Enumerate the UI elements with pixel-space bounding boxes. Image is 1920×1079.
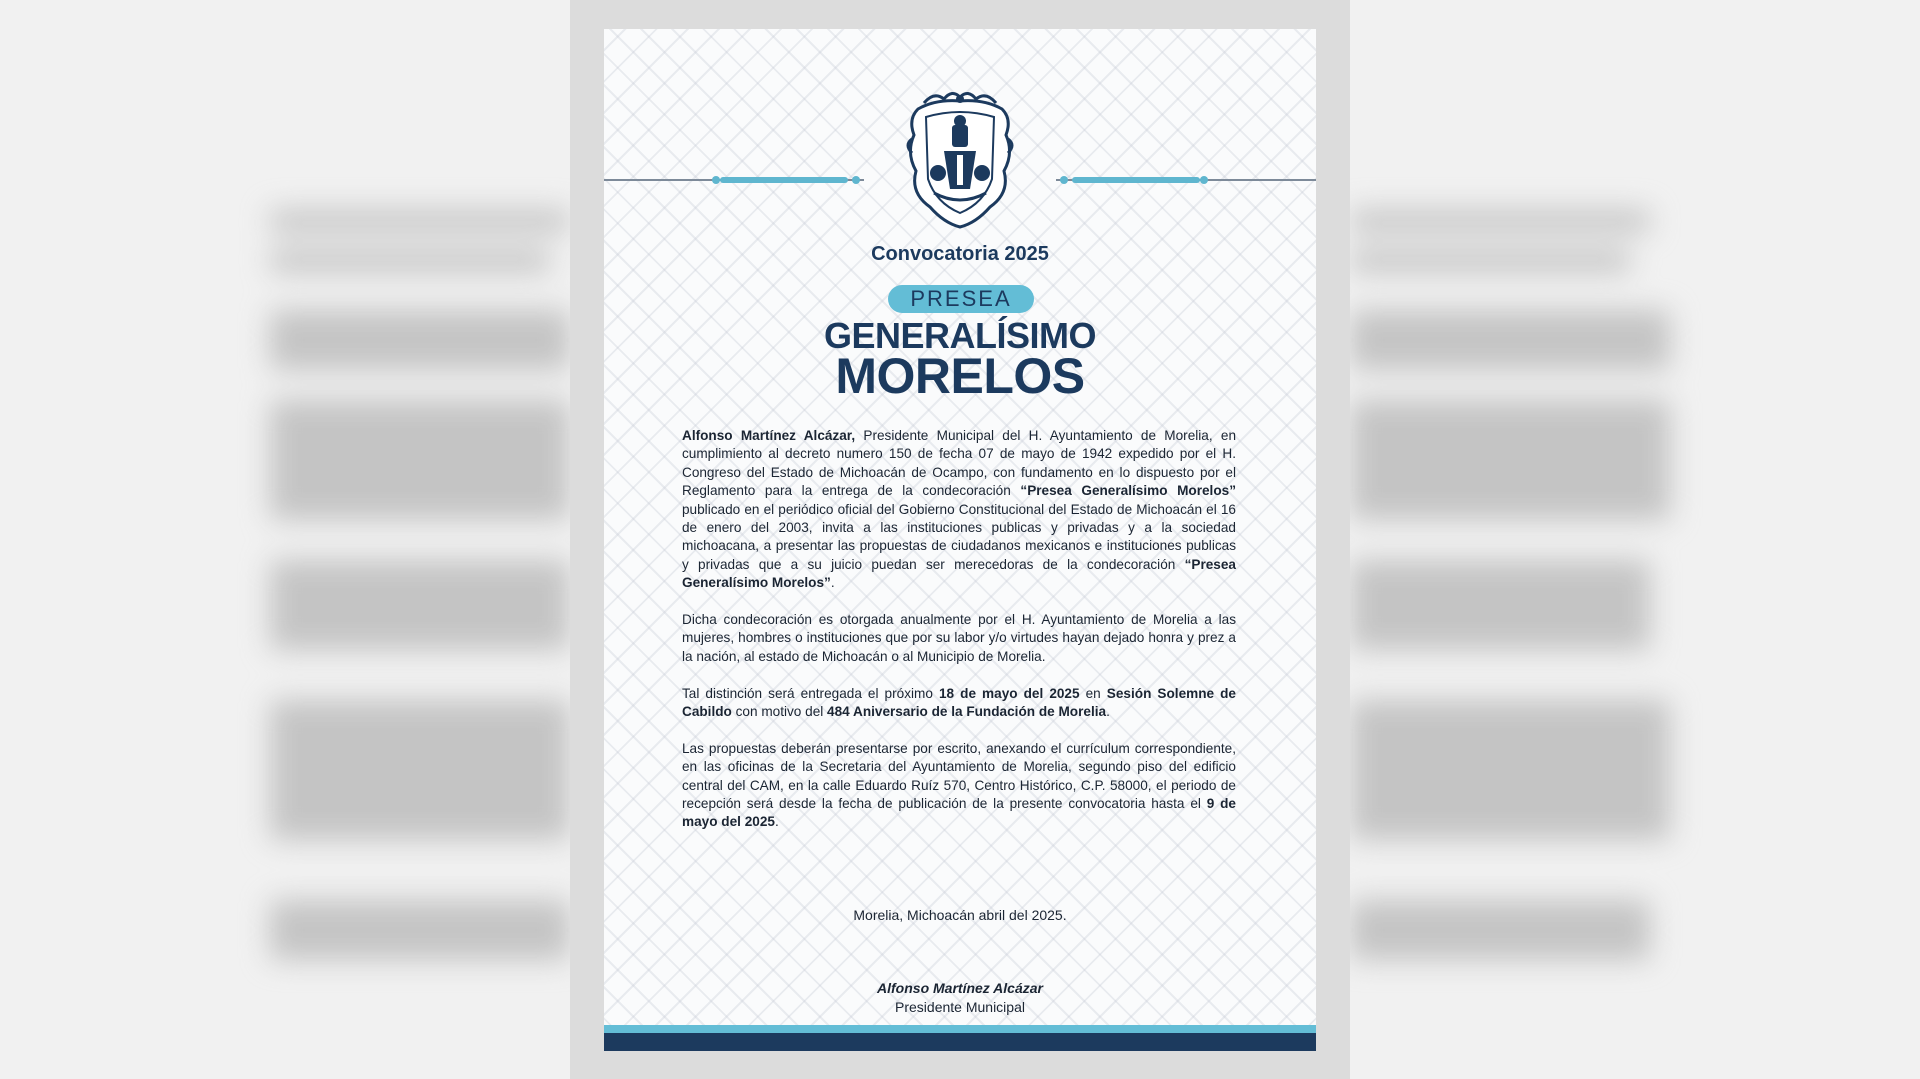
bold-text: 484 Aniversario de la Fundación de Morelia	[827, 704, 1107, 720]
divider-dot	[712, 176, 720, 184]
blurred-background-right	[1350, 0, 1920, 1079]
text: Presidente Municipal del H. Ayuntamiento de Morelia, en cumplimiento al decreto numero 150 de fecha 07 de mayo de 1942 expedido por el H. Congreso del Estado de Michoacán de Ocampo, con fundamento en lo dispuesto por el Reglamento para la entrega de la condecoración	[682, 428, 1236, 499]
blurred-background-left	[0, 0, 570, 1079]
convocatoria-heading: Convocatoria 2025	[871, 243, 1049, 265]
signature-name: Alfonso Martínez Alcázar	[877, 980, 1043, 996]
document-page	[604, 29, 1316, 1051]
title-line-2: MORELOS	[835, 348, 1085, 404]
bold-text: Sesión Solemne de Cabildo	[682, 685, 1236, 720]
bold-text: 18 de mayo del 2025	[938, 685, 1080, 701]
bold-text: Alfonso Martínez Alcázar,	[682, 428, 856, 443]
text: Tal distinción será entregada el próximo	[682, 685, 939, 701]
document-body	[682, 427, 1236, 850]
coat-of-arms-icon	[904, 89, 1016, 231]
bold-text: “Presea Generalísimo Morelos”	[1020, 483, 1236, 499]
divider-accent-right	[1072, 177, 1200, 183]
text: publicado en el periódico oficial del Gobierno Constitucional del Estado de Michoacán el 16 de enero del 2003, invita a las instituciones publicas y privadas y a la sociedad michoacana, a presentar las propuestas de ciudadanos mexicanos e instituciones publicas y privadas que a su juicio puedan ser merecedoras de la condecoración	[682, 501, 1236, 572]
bold-text: 9 de mayo del 2025	[682, 796, 1236, 830]
paragraph-4	[682, 740, 1236, 832]
divider-dot	[1200, 176, 1208, 184]
text: con motivo del	[731, 704, 828, 720]
paragraph-1	[682, 427, 1236, 593]
text: .	[830, 575, 835, 591]
text: .	[1106, 704, 1110, 720]
bold-text: “Presea Generalísimo Morelos”	[682, 556, 1236, 591]
title-line-1: GENERALÍSIMO	[823, 315, 1096, 356]
signature-role: Presidente Municipal	[895, 999, 1025, 1015]
text: .	[774, 814, 779, 830]
presea-badge: PRESEA	[888, 285, 1034, 313]
divider-dot	[1060, 176, 1068, 184]
paragraph-3	[682, 685, 1236, 722]
divider-dot	[852, 176, 860, 184]
footer-band-accent	[604, 1025, 1316, 1033]
footer-band-navy	[604, 1033, 1316, 1051]
paragraph-2: Dicha condecoración es otorgada anualmente por el H. Ayuntamiento de Morelia a las mujeres, hombres o instituciones que por su labor y/o virtudes hayan dejado honra y prez a la nación, al estado de Michoacán o al Municipio de Morelia.	[682, 612, 1236, 664]
text: en	[1079, 685, 1107, 701]
text: Las propuestas deberán presentarse por escrito, anexando el currículum correspondiente, en las oficinas de la Secretaria del Ayuntamiento de Morelia, segundo piso del edificio central del CAM, en la calle Eduardo Ruíz 570, Centro Histórico, C.P. 58000, el periodo de recepción será desde la fecha de publicación de la presente convocatoria hasta el	[682, 740, 1236, 812]
place-date: Morelia, Michoacán abril del 2025.	[853, 907, 1067, 923]
divider-accent-left	[720, 177, 848, 183]
